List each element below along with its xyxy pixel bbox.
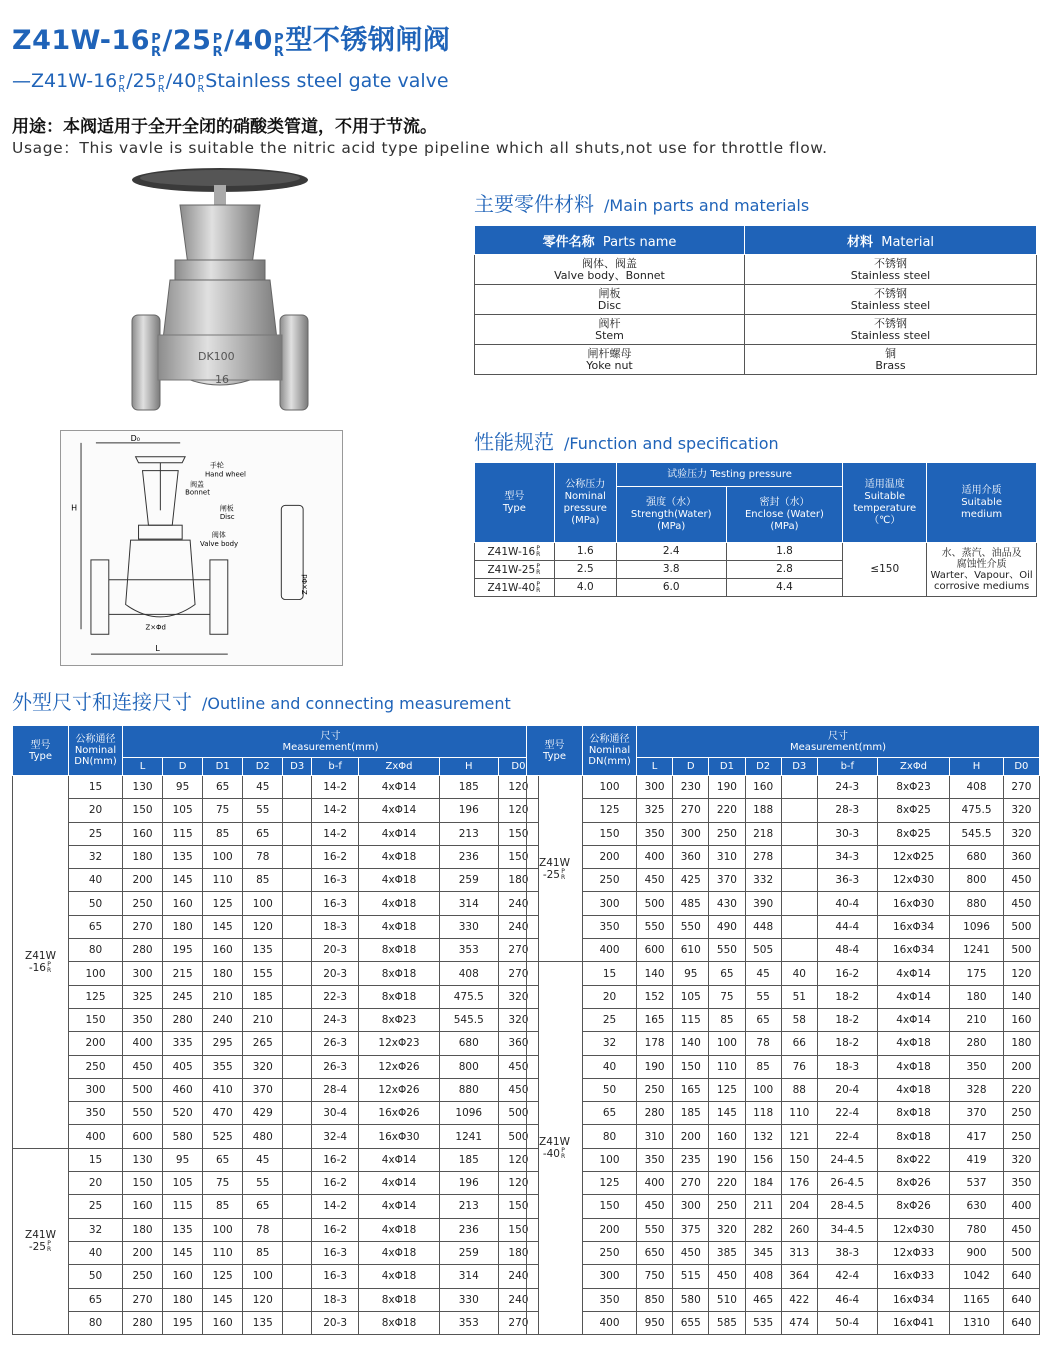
table-row: 250 650 450 385 345 313 38-3 12xΦ33 900 500 xyxy=(527,1241,1040,1264)
usage-cn: 用途：本阀适用于全开全闭的硝酸类管道，不用于节流。 xyxy=(12,117,437,137)
spec-row: Z41W-40 P R 4.0 6.0 4.4 xyxy=(475,579,1037,597)
table-row: 40 190 150 110 85 76 18-3 4xΦ18 350 200 xyxy=(527,1055,1040,1078)
table-row: 50 250 160 125 100 16-3 4xΦ18 314 240 xyxy=(13,1265,539,1288)
table-row: 125 325 270 220 188 28-3 8xΦ25 475.5 320 xyxy=(527,799,1040,822)
materials-row: 闸板 Disc 不锈钢 Stainless steel xyxy=(475,285,1037,315)
table-row: 250 450 425 370 332 36-3 12xΦ30 800 450 xyxy=(527,869,1040,892)
spec-heading: 性能规范 /Function and specification xyxy=(474,430,779,454)
table-row: 350 550 550 490 448 44-4 16xΦ34 1096 500 xyxy=(527,915,1040,938)
table-row: 65 280 185 145 118 110 22-4 8xΦ18 370 250 xyxy=(527,1102,1040,1125)
valve-photo xyxy=(120,165,320,420)
table-row: Z41W -16 P R 15 130 95 65 45 14-2 4xΦ14 185 120 xyxy=(13,776,539,799)
svg-text:手轮: 手轮 xyxy=(209,461,224,470)
table-row: 100 350 235 190 156 150 24-4.5 8xΦ22 419 320 xyxy=(527,1148,1040,1171)
table-row: 350 850 580 510 465 422 46-4 16xΦ34 1165 640 xyxy=(527,1288,1040,1311)
svg-text:D₀: D₀ xyxy=(130,433,140,443)
materials-row: 阀杆 Stem 不锈钢 Stainless steel xyxy=(475,315,1037,345)
table-row: 100 300 215 180 155 20-3 8xΦ18 408 270 xyxy=(13,962,539,985)
table-row: 200 400 360 310 278 34-3 12xΦ25 680 360 xyxy=(527,845,1040,868)
table-row: 65 270 180 145 120 18-3 8xΦ18 330 240 xyxy=(13,1288,539,1311)
table-row: 80 280 195 160 135 20-3 8xΦ18 353 270 xyxy=(13,939,539,962)
materials-row: 阀体、阀盖 Valve body、Bonnet 不锈钢 Stainless steel xyxy=(475,255,1037,285)
table-row: 150 450 300 250 211 204 28-4.5 8xΦ26 630 400 xyxy=(527,1195,1040,1218)
table-row: 32 178 140 100 78 66 18-2 4xΦ18 280 180 xyxy=(527,1032,1040,1055)
svg-text:闸板: 闸板 xyxy=(219,504,234,513)
table-row: 125 325 245 210 185 22-3 8xΦ18 475.5 320 xyxy=(13,985,539,1008)
svg-text:Bonnet: Bonnet xyxy=(185,488,210,497)
table-row: 40 200 145 110 85 16-3 4xΦ18 259 180 xyxy=(13,869,539,892)
table-row: 50 250 160 125 100 16-3 4xΦ18 314 240 xyxy=(13,892,539,915)
svg-text:L: L xyxy=(155,644,160,654)
svg-text:Disc: Disc xyxy=(219,513,235,522)
table-row: 40 200 145 110 85 16-3 4xΦ18 259 180 xyxy=(13,1241,539,1264)
table-row: 50 250 165 125 100 88 20-4 4xΦ18 328 220 xyxy=(527,1078,1040,1101)
table-row: 32 180 135 100 78 16-2 4xΦ18 236 150 xyxy=(13,1218,539,1241)
spec-row: Z41W-25 P R 2.5 3.8 2.8 xyxy=(475,561,1037,579)
svg-text:DK100: DK100 xyxy=(198,350,235,363)
table-row: 200 550 375 320 282 260 34-4.5 12xΦ30 780 450 xyxy=(527,1218,1040,1241)
table-row: 80 310 200 160 132 121 22-4 8xΦ18 417 250 xyxy=(527,1125,1040,1148)
table-row: 350 550 520 470 429 30-4 16xΦ26 1096 500 xyxy=(13,1102,539,1125)
table-row: 150 350 300 250 218 30-3 8xΦ25 545.5 320 xyxy=(527,822,1040,845)
outline-heading: 外型尺寸和连接尺寸 /Outline and connecting measurement xyxy=(12,690,511,714)
table-row: 250 450 405 355 320 26-3 12xΦ26 800 450 xyxy=(13,1055,539,1078)
valve-diagram xyxy=(60,430,343,666)
table-row: 125 400 270 220 184 176 26-4.5 8xΦ26 537 350 xyxy=(527,1172,1040,1195)
materials-table: 零件名称 Parts name 材料 Material 阀体、阀盖 Valve body、Bonnet 不锈钢 Stainless steel 闸板 Disc 不锈钢 Stainless steel 阀杆 Stem 不锈钢 Stainless steel 闸杆螺母 Yoke nut 铜 Brass xyxy=(474,225,1037,375)
table-row: 150 350 280 240 210 24-3 8xΦ23 545.5 320 xyxy=(13,1008,539,1031)
table-row: 20 150 105 75 55 16-2 4xΦ14 196 120 xyxy=(13,1172,539,1195)
table-row: 25 160 115 85 65 14-2 4xΦ14 213 150 xyxy=(13,1195,539,1218)
svg-text:Z×Φd: Z×Φd xyxy=(145,623,166,632)
table-row: 20 152 105 75 55 51 18-2 4xΦ14 180 140 xyxy=(527,985,1040,1008)
page-subtitle: —Z41W-16 P R /25 P R /40 P R Stainless steel gate valve xyxy=(12,70,449,95)
table-row: 65 270 180 145 120 18-3 4xΦ18 330 240 xyxy=(13,915,539,938)
table-row: 300 500 485 430 390 40-4 16xΦ30 880 450 xyxy=(527,892,1040,915)
page-title: Z41W-16 P R /25 P R /40 P R 型不锈钢闸阀 xyxy=(12,25,451,60)
table-row: 20 150 105 75 55 14-2 4xΦ14 196 120 xyxy=(13,799,539,822)
svg-text:阀体: 阀体 xyxy=(211,531,226,540)
svg-text:H: H xyxy=(71,503,78,513)
table-row: 300 500 460 410 370 28-4 12xΦ26 880 450 xyxy=(13,1078,539,1101)
svg-text:Z×Φd: Z×Φd xyxy=(301,574,310,595)
materials-heading: 主要零件材料 /Main parts and materials xyxy=(474,192,810,216)
table-row: 200 400 335 295 265 26-3 12xΦ23 680 360 xyxy=(13,1032,539,1055)
table-row: Z41W -25 P R 100 300 230 190 160 24-3 8xΦ23 408 270 xyxy=(527,776,1040,799)
outline-table-left: 型号 Type 公称通径 Nominal DN(mm) 尺寸 Measurement(mm) L D D1 D2 D3 b-f ZxΦd H D0 Z41W -16 P R 15 130 95 65 45 14-2 4xΦ14 185 120 20 150 105 75 55 14-2 4xΦ14 196 120 25 160 115 85 65 14-2 4xΦ14 213 150 32 180 135 100 78 16-2 4xΦ18 236 150 40 200 145 110 85 16-3 4xΦ18 259 180 50 250 160 125 100 16-3 4xΦ18 314 240 65 270 180 145 120 18-3 4xΦ18 330 240 80 280 195 160 135 20-3 8xΦ18 353 270 100 300 215 180 155 20-3 8xΦ18 408 270 125 325 245 210 185 22-3 8xΦ18 475.5 320 150 350 280 240 210 24-3 8xΦ23 545.5 320 200 400 335 295 265 26-3 12xΦ23 680 360 250 450 405 355 320 26-3 12xΦ26 800 450 300 500 460 410 370 28-4 12xΦ26 880 450 350 550 520 470 429 30-4 16xΦ26 1096 500 400 600 580 525 480 32-4 16xΦ30 1241 500 Z41W -25 P R 15 130 95 65 45 16-2 4xΦ14 185 120 20 150 105 75 55 16-2 4xΦ14 196 120 25 160 115 85 65 14-2 4xΦ14 213 150 32 180 135 100 78 16-2 4xΦ18 236 150 40 200 145 110 85 16-3 4xΦ18 259 180 50 250 160 125 100 16-3 4xΦ18 314 240 65 270 180 145 120 18-3 8xΦ18 330 240 80 280 195 160 135 20-3 8xΦ18 353 270 xyxy=(12,725,539,1335)
table-row: 25 165 115 85 65 58 18-2 4xΦ14 210 160 xyxy=(527,1008,1040,1031)
svg-text:Valve body: Valve body xyxy=(200,540,239,549)
table-row: 400 950 655 585 535 474 50-4 16xΦ41 1310 640 xyxy=(527,1311,1040,1334)
table-row: 80 280 195 160 135 20-3 8xΦ18 353 270 xyxy=(13,1311,539,1334)
usage-en: Usage：This vavle is suitable the nitric acid type pipeline which all shuts,not use for throttle flow. xyxy=(12,139,828,157)
spec-table: 型号 Type 公称压力 Nominal pressure (MPa) 试验压力 Testing pressure 适用温度 Suitable temperature （℃） 适用介质 Suitable medium 强度（水） Strength(Water) (MPa) 密封（水） Enclose (Water) (MPa) Z41W-16 P R 1.6 2.4 1.8 ≤150 水、蒸汽、油品及 腐蚀性介质 Warter、Vapour、Oil corrosive mediums Z41W-25 P R 2.5 3.8 2.8 Z41W-40 P R 4.0 6.0 4.4 xyxy=(474,462,1037,597)
table-row: 25 160 115 85 65 14-2 4xΦ14 213 150 xyxy=(13,822,539,845)
table-row: 32 180 135 100 78 16-2 4xΦ18 236 150 xyxy=(13,845,539,868)
table-row: 400 600 610 550 505 48-4 16xΦ34 1241 500 xyxy=(527,939,1040,962)
spec-row: Z41W-16 P R 1.6 2.4 1.8 ≤150 水、蒸汽、油品及 腐蚀性介质 Warter、Vapour、Oil corrosive mediums xyxy=(475,543,1037,561)
table-row: Z41W -40 P R 15 140 95 65 45 40 16-2 4xΦ14 175 120 xyxy=(527,962,1040,985)
table-row: 300 750 515 450 408 364 42-4 16xΦ33 1042 640 xyxy=(527,1265,1040,1288)
outline-table-right: 型号 Type 公称通径 Nominal DN(mm) 尺寸 Measurement(mm) L D D1 D2 D3 b-f ZxΦd H D0 Z41W -25 P R 100 300 230 190 160 24-3 8xΦ23 408 270 125 325 270 220 188 28-3 8xΦ25 475.5 320 150 350 300 250 218 30-3 8xΦ25 545.5 320 200 400 360 310 278 34-3 12xΦ25 680 360 250 450 425 370 332 36-3 12xΦ30 800 450 300 500 485 430 390 40-4 16xΦ30 880 450 350 550 550 490 448 44-4 16xΦ34 1096 500 400 600 610 550 505 48-4 16xΦ34 1241 500 Z41W -40 P R 15 140 95 65 45 40 16-2 4xΦ14 175 120 20 152 105 75 55 51 18-2 4xΦ14 180 140 25 165 115 85 65 58 18-2 4xΦ14 210 160 32 178 140 100 78 66 18-2 4xΦ18 280 180 40 190 150 110 85 76 18-3 4xΦ18 350 200 50 250 165 125 100 88 20-4 4xΦ18 328 220 65 280 185 145 118 110 22-4 8xΦ18 370 250 80 310 200 160 132 121 22-4 8xΦ18 417 250 100 350 235 190 156 150 24-4.5 8xΦ22 419 320 125 400 270 220 184 176 26-4.5 8xΦ26 537 350 150 450 300 250 211 204 28-4.5 8xΦ26 630 400 200 550 375 320 282 260 34-4.5 12xΦ30 780 450 250 650 450 385 345 313 38-3 12xΦ33 900 500 300 750 515 450 408 364 42-4 16xΦ33 1042 640 350 850 580 510 465 422 46-4 16xΦ34 1165 640 400 950 655 585 535 474 50-4 16xΦ41 1310 640 xyxy=(526,725,1040,1335)
table-row: Z41W -25 P R 15 130 95 65 45 16-2 4xΦ14 185 120 xyxy=(13,1148,539,1171)
materials-row: 闸杆螺母 Yoke nut 铜 Brass xyxy=(475,345,1037,375)
table-row: 400 600 580 525 480 32-4 16xΦ30 1241 500 xyxy=(13,1125,539,1148)
svg-text:16: 16 xyxy=(215,373,229,386)
svg-text:阀盖: 阀盖 xyxy=(190,480,204,489)
svg-text:Hand wheel: Hand wheel xyxy=(204,470,246,479)
